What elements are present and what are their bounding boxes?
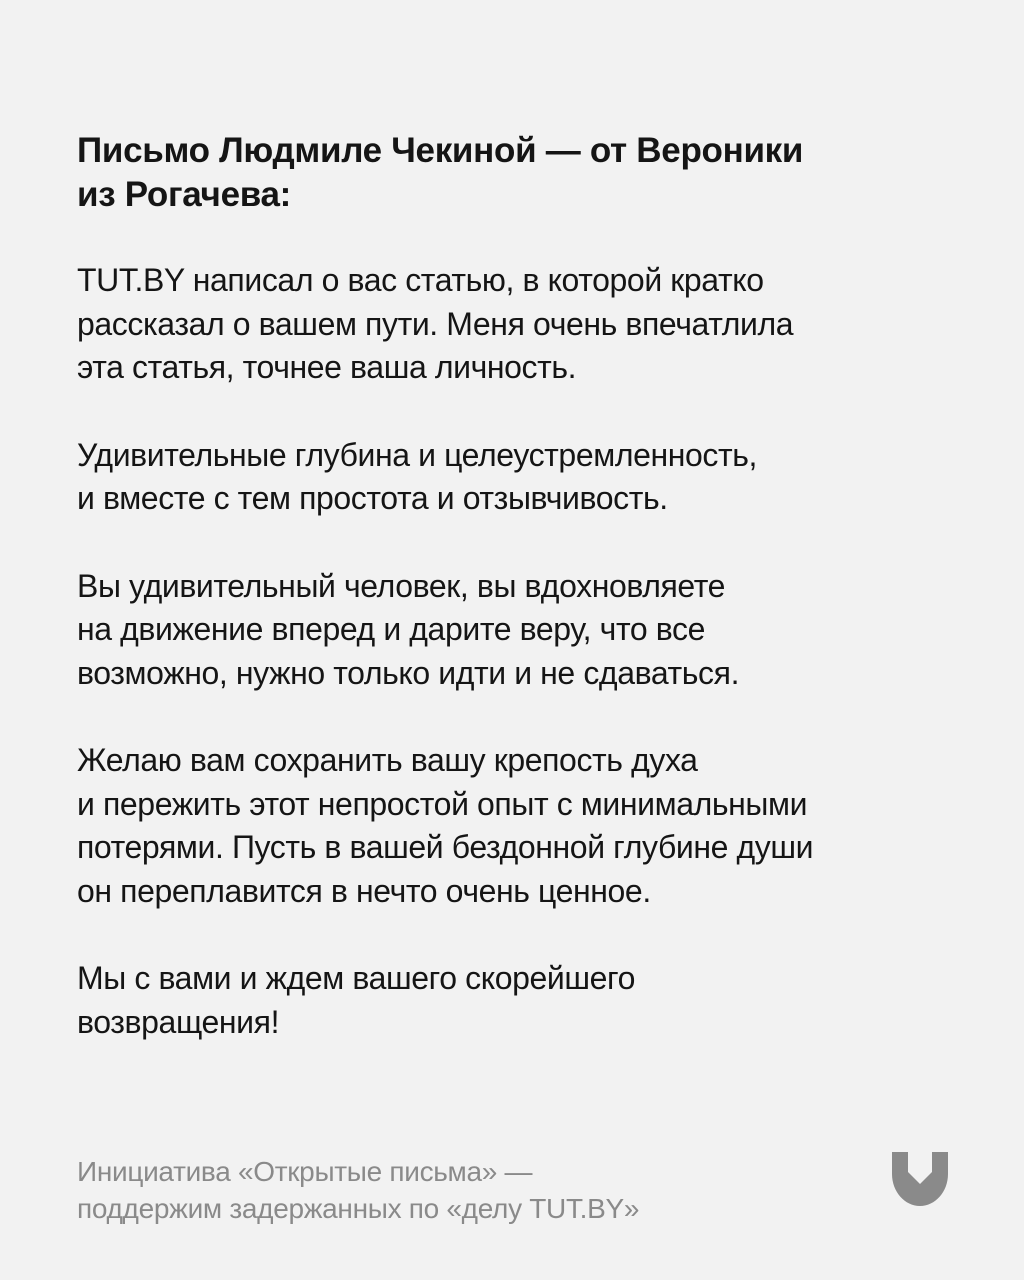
footer-initiative-text: Инициатива «Открытые письма» — поддержим задержанных по «делу TUT.BY» (77, 1156, 640, 1224)
letter-title: Письмо Людмиле Чекиной — от Вероники из Рогачева: (77, 131, 804, 214)
tutby-logo-icon (890, 1150, 950, 1208)
letter-paragraph: Желаю вам сохранить вашу крепость духа и пережить этот непростой опыт с минимальными потерями. Пусть в вашей бездонной глубине души он переплавится в нечто очень ценное. (77, 742, 814, 909)
letter-card (77, 129, 957, 1088)
letter-paragraph: Вы удивительный человек, вы вдохновляете на движение вперед и дарите веру, что все возможно, нужно только идти и не сдаваться. (77, 567, 740, 691)
letter-paragraph: TUT.BY написал о вас статью, в которой кратко рассказал о вашем пути. Меня очень впечатлила эта статья, точнее ваша личность. (77, 262, 794, 385)
letter-paragraph: Удивительные глубина и целеустремленность, и вместе с тем простота и отзывчивость. (77, 436, 758, 516)
letter-paragraph: Мы с вами и ждем вашего скорейшего возвращения! (77, 960, 635, 1040)
letter-body (77, 259, 957, 1044)
